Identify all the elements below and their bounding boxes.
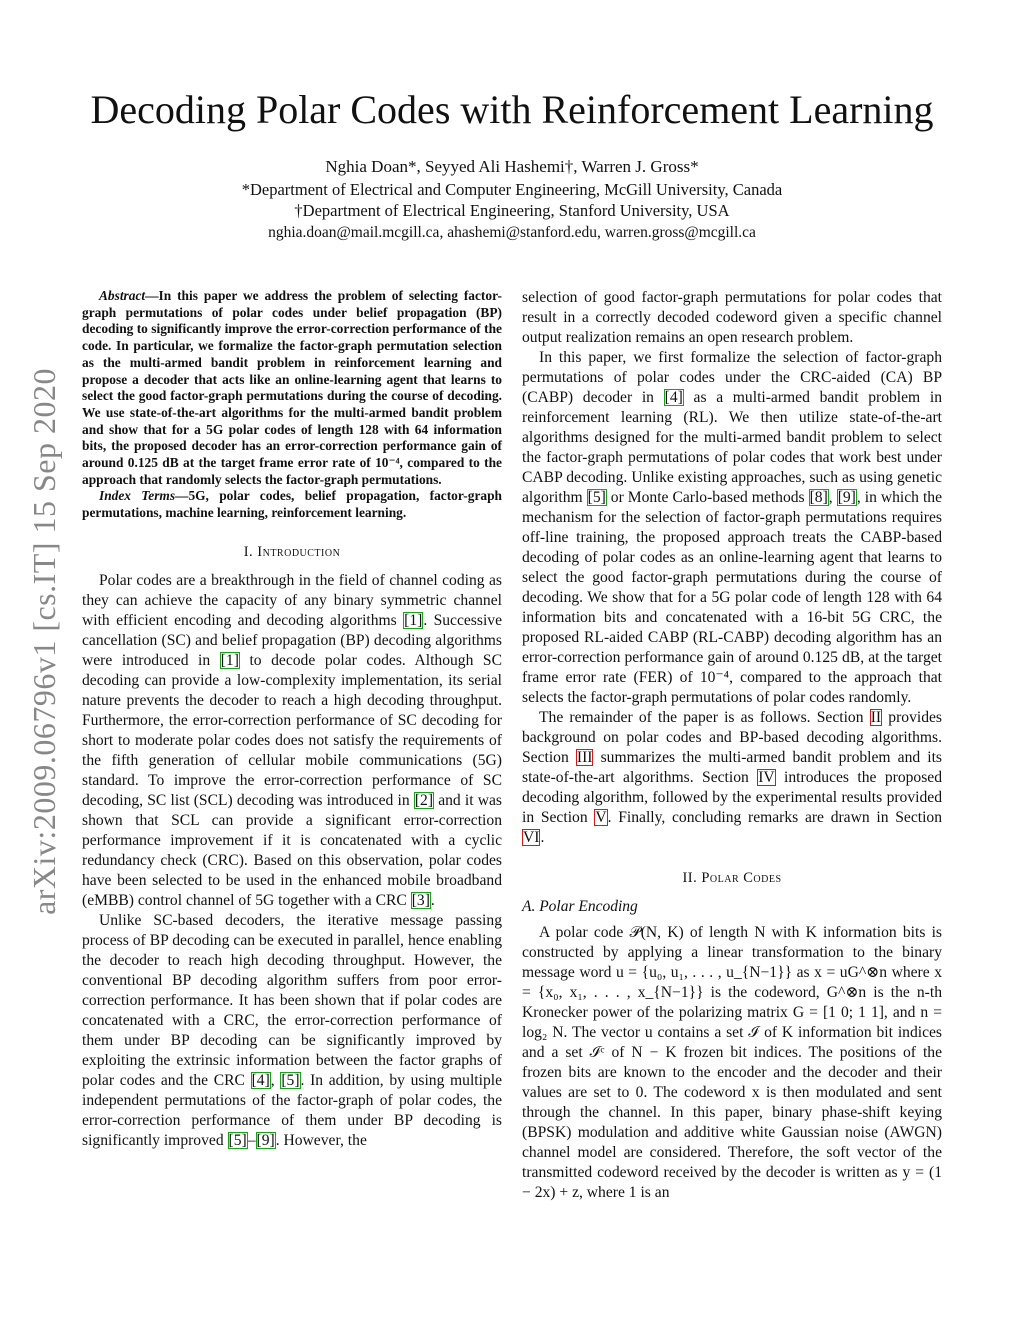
index-terms-label: Index Terms [99, 488, 176, 504]
text-run: , [270, 1071, 281, 1089]
abstract [82, 288, 502, 488]
citation-link[interactable]: [4] [251, 1071, 270, 1089]
section-link[interactable]: II [870, 709, 882, 726]
text-run: , [828, 489, 837, 506]
text-run: . In addition, by using multiple independent permutations of the factor-graph of polar codes, the error-correction performance of them under BP decoding is significantly improved [82, 1071, 503, 1149]
section-heading-introduction: I. Introduction [243, 543, 341, 560]
intro-paragraph-2 [82, 911, 502, 1151]
paper-title: Decoding Polar Codes with Reinforcement Learning [90, 87, 934, 132]
affiliation-2: †Department of Electrical Engineering, Stanford University, USA [294, 201, 730, 220]
text-run: . Finally, concluding remarks are drawn in Section [607, 809, 942, 826]
text-run: In this paper, we first formalize the selection of factor-graph permutations of polar codes under the CRC-aided (CA) BP (CABP) decoder in [522, 349, 942, 406]
citation-link[interactable]: [2] [414, 791, 434, 809]
author-emails: nghia.doan@mail.mcgill.ca, ahashemi@stanford.edu, warren.gross@mcgill.ca [268, 223, 756, 241]
section-heading-polar-codes: II. Polar Codes [682, 870, 782, 886]
affiliation-1: *Department of Electrical and Computer Engineering, McGill University, Canada [241, 179, 783, 199]
section-link[interactable]: VI [523, 829, 540, 846]
text-run: provides background on polar codes and BP-based decoding algorithms. Section [522, 709, 942, 766]
citation-link[interactable]: [4] [664, 389, 683, 406]
left-column [82, 288, 502, 1151]
citation-link[interactable]: [9] [837, 489, 856, 506]
text-run: The remainder of the paper is as follows. Section [539, 709, 870, 726]
text-run: and it was shown that SCL can provide a significant error-correction performance improvement if it is concatenated with a cyclic redundancy check (CRC). Based on this observation, polar codes have been selected to be used in the enhanced mobile broadband (eMBB) control channel of 5G together with a CRC [82, 791, 502, 909]
text-run: . However, the [275, 1131, 367, 1149]
abstract-label: Abstract [99, 288, 146, 303]
section-link[interactable]: IV [758, 769, 775, 786]
intro-paragraph-continued: selection of good factor-graph permutations for polar codes that result in a correctly decoded codeword given a specific channel output realization remains an open research problem. [522, 289, 942, 346]
text-run: , in which the mechanism for the selection of factor-graph permutations requires off-line training, the proposed approach treats the CABP-based decoding of polar codes as an online-learning agent that learns to select the good factor-graph permutations during the course of decoding. We show that for a 5G polar code of length 128 with 64 information bits and concatenated with a 16-bit 5G CRC, the proposed RL-aided CABP (RL-CABP) decoding algorithm has an error-correction performance gain of around 0.125 dB, at the target frame error rate (FER) of 10⁻⁴, compared to the approach that selects the factor-graph permutations of polar codes randomly. [522, 489, 943, 706]
section-link[interactable]: V [595, 809, 607, 826]
text-run: Unlike SC-based decoders, the iterative message passing process of BP decoding can be executed in parallel, hence enabling the decoder to reach high decoding throughput. However, the conventional BP decoding algorithm suffers from poor error-correction performance. It has been shown that if polar codes are concatenated with a CRC, the error-correction performance of them under BP decoding can be significantly improved by exploiting the extrinsic information between the factor graphs of polar codes and the CRC [82, 911, 502, 1089]
index-terms [82, 488, 502, 521]
arxiv-stamp: arXiv:2009.06796v1 [cs.IT] 15 Sep 2020 [26, 368, 62, 915]
citation-link[interactable]: [1] [404, 611, 423, 629]
intro-paragraph-1 [82, 571, 502, 911]
subsection-heading-polar-encoding: A. Polar Encoding [522, 898, 638, 915]
section-link[interactable]: III [576, 749, 593, 766]
polar-encoding-paragraph: A polar code 𝒫(N, K) of length N with K information bits is constructed by applying a linear transformation to the binary message word u = {u₀, u₁, . . . , u_{N−1}} as x = uG^⊗n where x = {x₀, x₁, . . . , x_{N−1}} is the codeword, G^⊗n is the n-th Kronecker power of the polarizing matrix G = [1 0; 1 1], and n = log₂ N. The vector u contains a set ℐ of K information bit indices and a set ℐᶜ of N − K frozen bit indices. The positions of the frozen bits are known to the encoder and the decoder and their values are set to 0. The codeword x is then modulated and sent through the channel. In this paper, binary phase-shift keying (BPSK) modulation and additive white Gaussian noise (AWGN) channel model are considered. Therefore, the soft vector of the transmitted codeword received by the decoder is written as y = (1 − 2x) + z, where 1 is an [522, 924, 942, 1201]
text-run: . Successive cancellation (SC) and belief propagation (BP) decoding algorithms were introduced in [82, 611, 502, 669]
text-run: summarizes the multi-armed bandit problem and its state-of-the-art algorithms. Section [522, 749, 942, 786]
intro-paragraph-4 [522, 708, 942, 848]
author-block [60, 156, 964, 243]
text-run: Polar codes are a breakthrough in the field of channel coding as they can achieve the capacity of any binary symmetric channel with efficient encoding and decoding algorithms [82, 571, 502, 629]
citation-link[interactable]: [9] [256, 1131, 275, 1149]
index-terms-text: —5G, polar codes, belief propagation, factor-graph permutations, machine learning, reinforcement learning. [82, 488, 502, 521]
text-run: . [430, 891, 435, 909]
abstract-text: —In this paper we address the problem of selecting factor-graph permutations of polar codes under belief propagation (BP) decoding to significantly improve the error-correction performance of the code. In particular, we formalize the factor-graph permutation selection as the multi-armed bandit problem in reinforcement learning and propose a decoder that acts like an online-learning agent that learns to select the good factor-graph permutations during the course of decoding. We use state-of-the-art algorithms for the multi-armed bandit problem and show that for a 5G polar codes of length 128 with 64 information bits, the proposed decoder has an error-correction performance gain of around 0.125 dB at the target frame error rate of 10⁻⁴, compared to the approach that randomly selects the factor-graph permutations. [82, 288, 502, 487]
text-run: to decode polar codes. Although SC decoding can provide a low-complexity implementation, its serial nature prevents the decoder to reach a high decoding throughput. Furthermore, the error-correction performance of SC decoding for short to moderate polar codes does not satisfy the requirements of the fifth generation of cellular mobile communications (5G) standard. To improve the error-correction performance of SC decoding, SC list (SCL) decoding was introduced in [82, 651, 502, 809]
intro-paragraph-3 [522, 348, 942, 708]
citation-link[interactable]: [5] [281, 1071, 300, 1089]
text-run: introduces the proposed decoding algorithm, followed by the experimental results provided in Section [522, 769, 942, 826]
author-names: Nghia Doan*, Seyyed Ali Hashemi†, Warren J. Gross* [325, 157, 699, 176]
citation-link[interactable]: [3] [411, 891, 430, 909]
right-column [522, 288, 942, 1203]
citation-link[interactable]: [5] [587, 489, 606, 506]
text-run: – [247, 1131, 256, 1149]
citation-link[interactable]: [1] [220, 651, 239, 669]
citation-link[interactable]: [5] [228, 1131, 247, 1149]
citation-link[interactable]: [8] [809, 489, 828, 506]
text-run: . [540, 829, 545, 846]
text-run: or Monte Carlo-based methods [606, 489, 809, 506]
text-run: as a multi-armed bandit problem in reinforcement learning (RL). We then utilize state-of-the-art algorithms designed for the multi-armed bandit problem to select the factor-graph permutations of polar codes that work best under CABP decoding. Unlike existing approaches, such as using genetic algorithm [522, 389, 943, 506]
